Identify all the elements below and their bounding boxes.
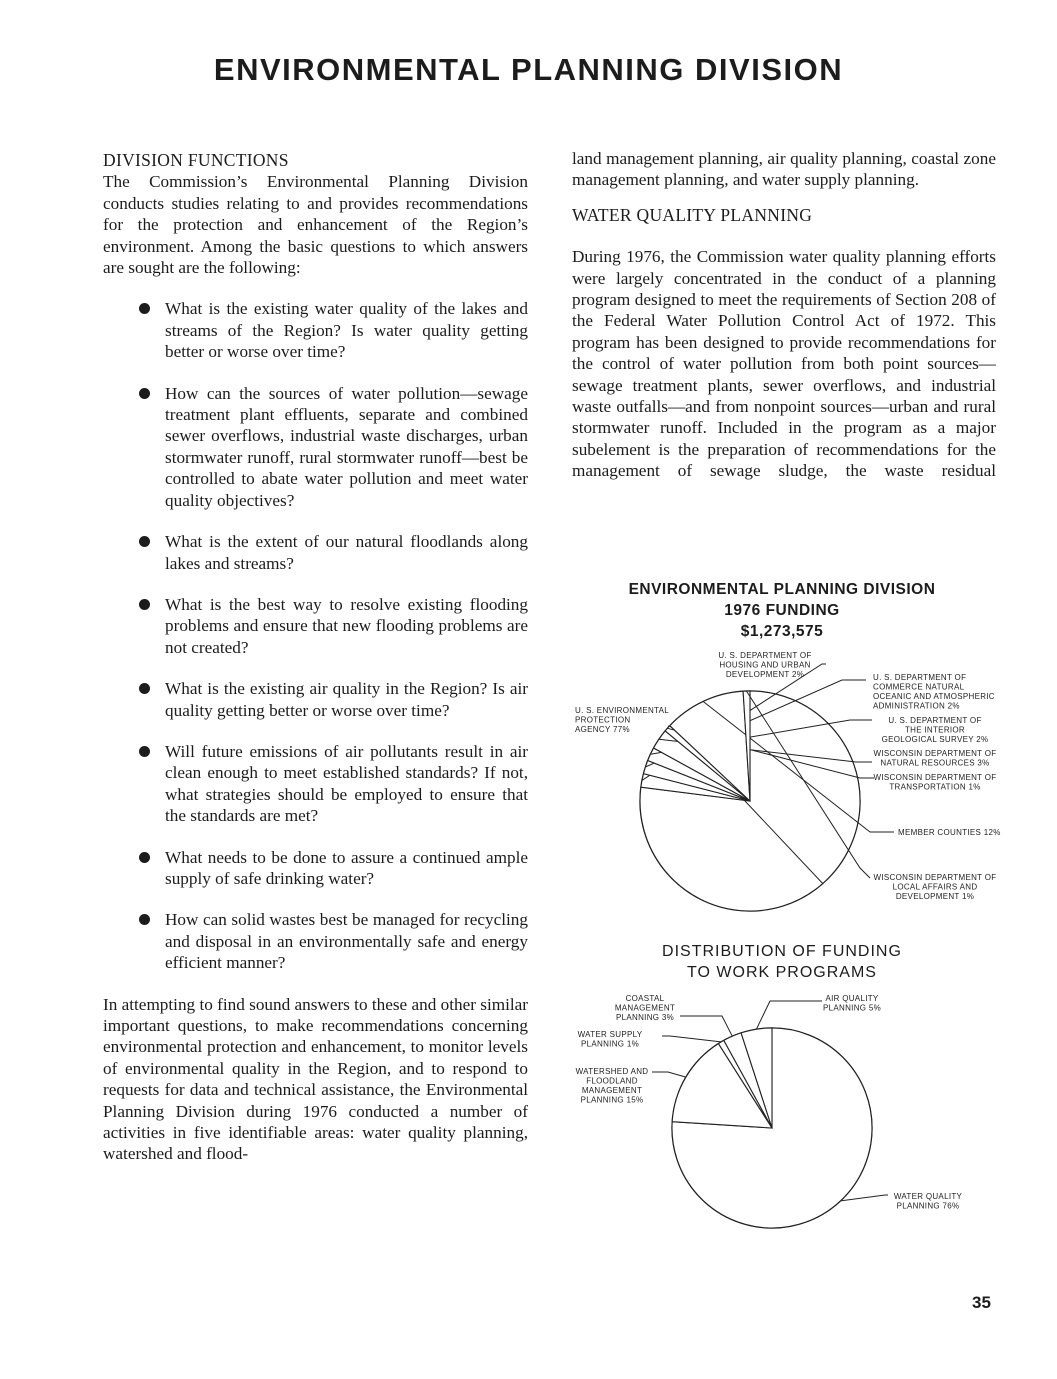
slice-label: U. S. DEPARTMENT OF THE INTERIOR GEOLOGICAL SURVEY 2% bbox=[881, 716, 989, 744]
water-quality-heading: WATER QUALITY PLANNING bbox=[572, 204, 813, 225]
slice-label: MEMBER COUNTIES 12% bbox=[898, 828, 1001, 837]
division-functions-heading: DIVISION FUNCTIONS bbox=[103, 150, 289, 170]
distribution-chart-title: DISTRIBUTION OF FUNDING TO WORK PROGRAMS bbox=[662, 943, 902, 981]
page-title: ENVIRONMENTAL PLANNING DIVISION bbox=[213, 52, 844, 87]
slice-leader-line bbox=[652, 1072, 686, 1077]
slice-label: U. S. ENVIRONMENTAL PROTECTION AGENCY 77% bbox=[575, 706, 670, 734]
list-item: What is the best way to resolve existing flooding problems and ensure that new flooding problems are not created? bbox=[103, 594, 528, 658]
slice-label: WATERSHED AND FLOODLAND MANAGEMENT PLANNING 15% bbox=[575, 1067, 649, 1105]
list-item: How can the sources of water pollution—sewage treatment plant effluents, separate and combined sewer overflows, industrial waste discharges, urban stormwater runoff, rural stormwater runoff—best be controlled to abate water pollution and meet water quality objectives? bbox=[103, 383, 528, 511]
slice-label: U. S. DEPARTMENT OF COMMERCE NATURAL OCEANIC AND ATMOSPHERIC ADMINISTRATION 2% bbox=[873, 673, 995, 711]
water-quality-paragraph: During 1976, the Commission water quality planning efforts were largely concentrated in the conduct of a planning program designed to meet the requirements of Section 208 of the Federal Water Pollution Control Act of 1972. This program has been designed to provide recommendations for the control of water pollution from both point sources—sewage treatment plants, sewer overflows, and industrial waste outfalls—and from nonpoint sources—urban and rural stormwater runoff. Included in the program as a major subelement is the preparation of recommendations for the management of sewage sludge, the waste residual bbox=[572, 247, 996, 481]
slice-label: WATER QUALITY PLANNING 76% bbox=[893, 1192, 963, 1211]
slice-leader-line bbox=[841, 1195, 889, 1201]
slice-leader-line bbox=[756, 1001, 822, 1029]
intro-paragraph: The Commission’s Environmental Planning Division conducts studies relating to and provides recommendations for the protection and enhancement of the Region’s environment. Among the basic questions to which answers are sought are the following: bbox=[103, 172, 528, 278]
funding-chart-title: ENVIRONMENTAL PLANNING DIVISION 1976 FUNDING $1,273,575 bbox=[628, 581, 936, 640]
page-number: 35 bbox=[972, 1293, 991, 1312]
closing-paragraph: In attempting to find sound answers to these and other similar important questions, to make recommendations concerning environmental protection and enhancement, to monitor levels of environmental quality in the Region, and to respond to requests for data and technical assistance, the Environmental Planning Division during 1976 conducted a number of activities in five identifiable areas: water quality planning, watershed and flood- bbox=[103, 994, 528, 1164]
slice-leader-line bbox=[662, 1036, 721, 1042]
list-item: What is the extent of our natural floodlands along lakes and streams? bbox=[103, 531, 528, 574]
list-item: What is the existing water quality of the lakes and streams of the Region? Is water quality getting better or worse over time? bbox=[103, 298, 528, 362]
slice-label: U. S. DEPARTMENT OF HOUSING AND URBAN DEVELOPMENT 2% bbox=[718, 651, 812, 679]
list-item: What is the existing air quality in the Region? Is air quality getting better or worse over time? bbox=[103, 678, 528, 721]
slice-label: WISCONSIN DEPARTMENT OF LOCAL AFFAIRS AND DEVELOPMENT 1% bbox=[873, 873, 997, 901]
slice-label: WISCONSIN DEPARTMENT OF NATURAL RESOURCES 3% bbox=[873, 749, 997, 768]
slice-label: AIR QUALITY PLANNING 5% bbox=[823, 994, 881, 1013]
slice-label: WISCONSIN DEPARTMENT OF TRANSPORTATION 1% bbox=[873, 773, 997, 792]
list-item: What needs to be done to assure a continued ample supply of safe drinking water? bbox=[103, 847, 528, 890]
continuation-paragraph: land management planning, air quality planning, coastal zone management planning, and water supply planning. bbox=[572, 149, 996, 190]
list-item: Will future emissions of air pollutants result in air clean enough to meet established standards? If not, what strategies should be employed to ensure that the standards are met? bbox=[103, 741, 528, 827]
slice-label: COASTAL MANAGEMENT PLANNING 3% bbox=[614, 994, 676, 1022]
list-item: How can solid wastes best be managed for recycling and disposal in an environmentally safe and energy efficient manner? bbox=[103, 909, 528, 973]
slice-leader-line bbox=[680, 1016, 732, 1036]
slice-label: WATER SUPPLY PLANNING 1% bbox=[577, 1030, 643, 1049]
